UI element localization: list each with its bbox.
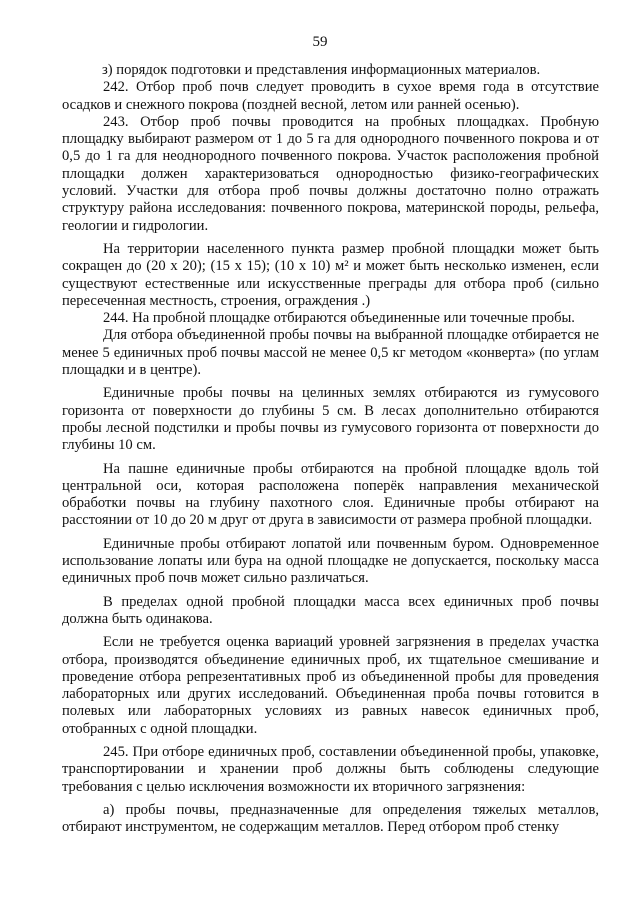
- paragraph-242: 242. Отбор проб почв следует проводить в сухое время года в отсутствие осадков и снежного покрова (поздней весной, летом или ранней осенью).: [62, 79, 599, 113]
- page-number: 59: [312, 34, 328, 50]
- paragraph-settlement-size: На территории населенного пункта размер пробной площадки может быть сокращен до (20 х 20); (15 х 15); (10 х 10) м² и может быть несколько изменен, если существуют естественные или искусственные преграды для отбора проб (сильно пересеченная местность, строения, ограждения .): [62, 240, 599, 309]
- paragraph-combined-sample: Для отбора объединенной пробы почвы на выбранной площадке отбирается не менее 5 единичных проб почвы массой не менее 0,5 кг методом «конверта» (по углам площадки и в центре).: [62, 327, 599, 379]
- paragraph-243: 243. Отбор проб почвы проводится на пробных площадках. Пробную площадку выбирают размером от 1 до 5 га для однородного почвенного покрова и от 0,5 до 1 га для неоднородного почвенного покрова. Участок расположения пробной площадки должен характеризоваться однородностью физико-географических условий. Участки для отбора проб почвы должны достаточно полно отражать структуру района исследования: почвенного покрова, материнской породы, рельефа, геологии и гидрологии.: [62, 113, 599, 234]
- paragraph-equal-mass: В пределах одной пробной площадки масса всех единичных проб почвы должна быть одинакова.: [62, 593, 599, 627]
- document-body: [62, 62, 599, 836]
- paragraph-mixing: Если не требуется оценка вариаций уровней загрязнения в пределах участка отбора, производятся объединение единичных проб, их тщательное смешивание и проведение отбора репрезентативных проб из объединенной пробы для проведения лабораторных или других исследований. Объединенная проба почвы готовится в полевых или лабораторных условиях из равных навесок единичных проб, отобранных с одной площадки.: [62, 634, 599, 737]
- paragraph-item-z: з) порядок подготовки и представления информационных материалов.: [102, 62, 541, 78]
- paragraph-virgin-lands: Единичные пробы почвы на целинных землях отбираются из гумусового горизонта от поверхности до глубины 5 см. В лесах дополнительно отбираются пробы лесной подстилки и пробы почвы из гумусового горизонта от поверхности до глубины 10 см.: [62, 385, 599, 454]
- paragraph-item-a: а) пробы почвы, предназначенные для определения тяжелых металлов, отбирают инструментом, не содержащим металлов. Перед отбором проб стенку: [62, 801, 599, 836]
- paragraph-tools: Единичные пробы отбирают лопатой или почвенным буром. Одновременное использование лопаты или бура на одной площадке не допускается, поскольку масса единичных проб почв может сильно различаться.: [62, 535, 599, 587]
- paragraph-244: 244. На пробной площадке отбираются объединенные или точечные пробы.: [103, 310, 575, 327]
- paragraph-arable-land: На пашне единичные пробы отбираются на пробной площадке вдоль той центральной оси, которая расположена поперёк направления механической обработки почвы на глубину пахотного слоя. Единичные пробы отбирают на расстоянии от 10 до 20 м друг от друга в зависимости от размера пробной площадки.: [62, 460, 599, 529]
- paragraph-245: 245. При отборе единичных проб, составлении объединенной пробы, упаковке, транспортировании и хранении проб должны быть соблюдены следующие требования с целью исключения возможности их вторичного загрязнения:: [62, 743, 599, 795]
